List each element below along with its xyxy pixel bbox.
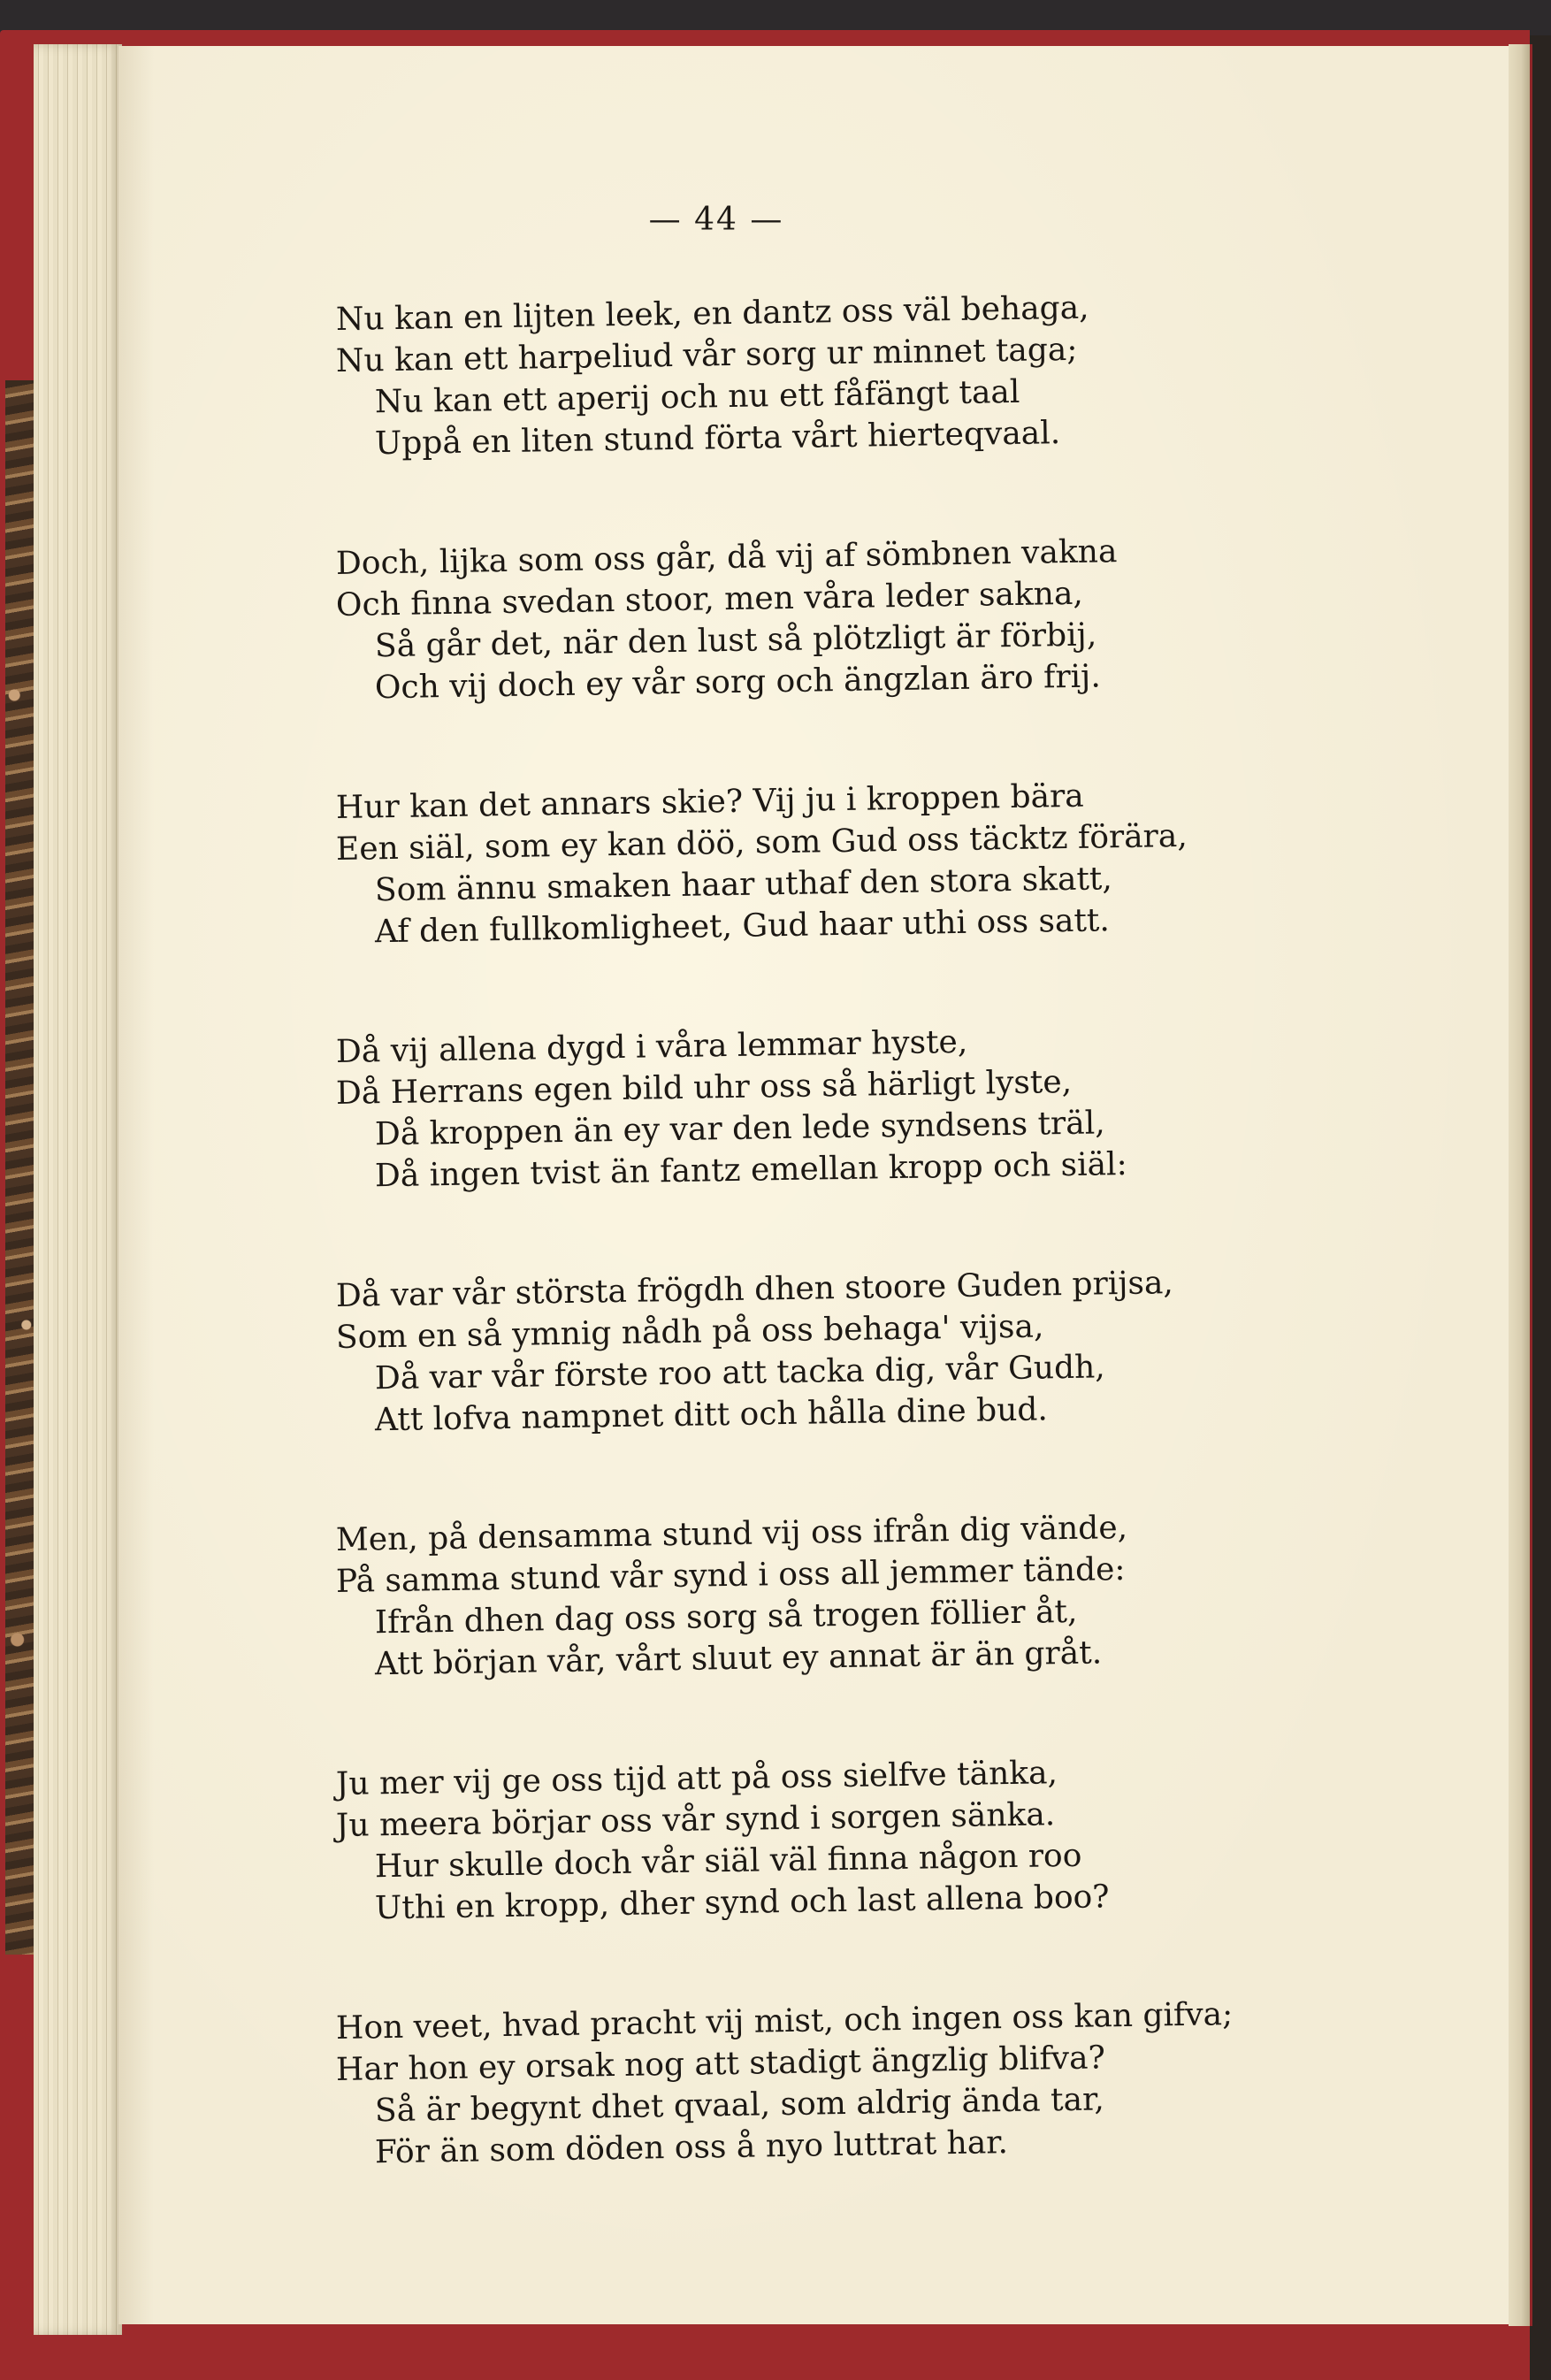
poem-line: Nu kan en lijten leek, en dantz oss väl behaga, [335,289,1089,338]
poem-line: Och vij doch ey vår sorg och ängzlan äro frij. [374,658,1102,707]
page-edges-gutter [34,44,122,2335]
stanza-7 [335,1755,1379,1930]
stanza-2 [335,533,1379,709]
poem-line: Ifrån dhen dag oss sorg så trogen föllier åt, [374,1593,1078,1642]
poem-line: Hon veet, hvad pracht vij mist, och ingen oss kan gifva; [335,1996,1234,2047]
poem-line: Ju meera börjar oss vår synd i sorgen sänka. [335,1796,1056,1844]
stanza-3 [335,777,1379,953]
stanza-1 [335,289,1379,465]
book-right-edge [1509,44,1532,2326]
poem-line: Så är begynt dhet qvaal, som aldrig ända tar, [374,2081,1105,2130]
stanza-5 [335,1265,1379,1442]
poem-line: Som ännu smaken haar uthaf den stora skatt, [374,861,1113,909]
poem [335,289,1379,2252]
poem-line: Då var vår förste roo att tacka dig, vår Gudh, [374,1349,1106,1397]
page-number: — 44 — [648,202,784,238]
poem-line: För än som döden oss å nyo luttrat har. [374,2124,1009,2171]
poem-line: Af den fullkomligheet, Gud haar uthi oss satt. [374,902,1111,951]
poem-line: Uppå en liten stund förta vårt hierteqvaal. [374,415,1061,463]
poem-line: Att början vår, vårt sluut ey annat är än gråt. [374,1634,1103,1683]
poem-line: Som en så ymnig nådh på oss behaga' vijsa, [335,1308,1044,1356]
poem-line: Då var vår största frögdh dhen stoore Guden prijsa, [335,1265,1174,1314]
poem-line: Då kroppen än ey var den lede syndsens träl, [374,1105,1105,1153]
poem-line: Och finna svedan stoor, men våra leder sakna, [335,575,1084,624]
poem-line: Då Herrans egen bild uhr oss så härligt lyste, [335,1063,1073,1112]
poem-line: Uthi en kropp, dher synd och last allena boo? [374,1879,1110,1927]
stanza-4 [335,1023,1379,1198]
poem-line: Då ingen tvist än fantz emellan kropp och siäl: [374,1145,1127,1195]
poem-line: Då vij allena dygd i våra lemmar hyste, [335,1023,968,1070]
poem-line: Nu kan ett aperij och nu ett fåfängt taal [374,373,1020,421]
poem-line: Men, på densamma stund vij oss ifrån dig vände, [335,1509,1128,1558]
poem-line: Hur skulle doch vår siäl väl finna någon roo [374,1837,1082,1886]
poem-line: Hur kan det annars skie? Vij ju i kroppen bära [335,777,1085,826]
stanza-8 [335,1996,1379,2174]
poem-line: På samma stund vår synd i oss all jemmer tände: [335,1550,1126,1600]
poem-line: Een siäl, som ey kan döö, som Gud oss täcktz förära, [335,817,1188,868]
stanza-6 [335,1509,1379,1686]
poem-line: Har hon ey orsak nog att stadigt ängzlig blifva? [335,2039,1106,2088]
poem-line: Doch, lijka som oss går, då vij af sömbnen vakna [335,533,1118,582]
poem-line: Så går det, när den lust så plötzligt är förbij, [374,616,1097,665]
marbled-endpaper [5,380,35,1955]
poem-line: Nu kan ett harpeliud vår sorg ur minnet taga; [335,331,1078,379]
poem-line: Att lofva nampnet ditt och hålla dine bud. [374,1391,1049,1439]
poem-line: Ju mer vij ge oss tijd att på oss sielfve tänka, [335,1755,1058,1802]
